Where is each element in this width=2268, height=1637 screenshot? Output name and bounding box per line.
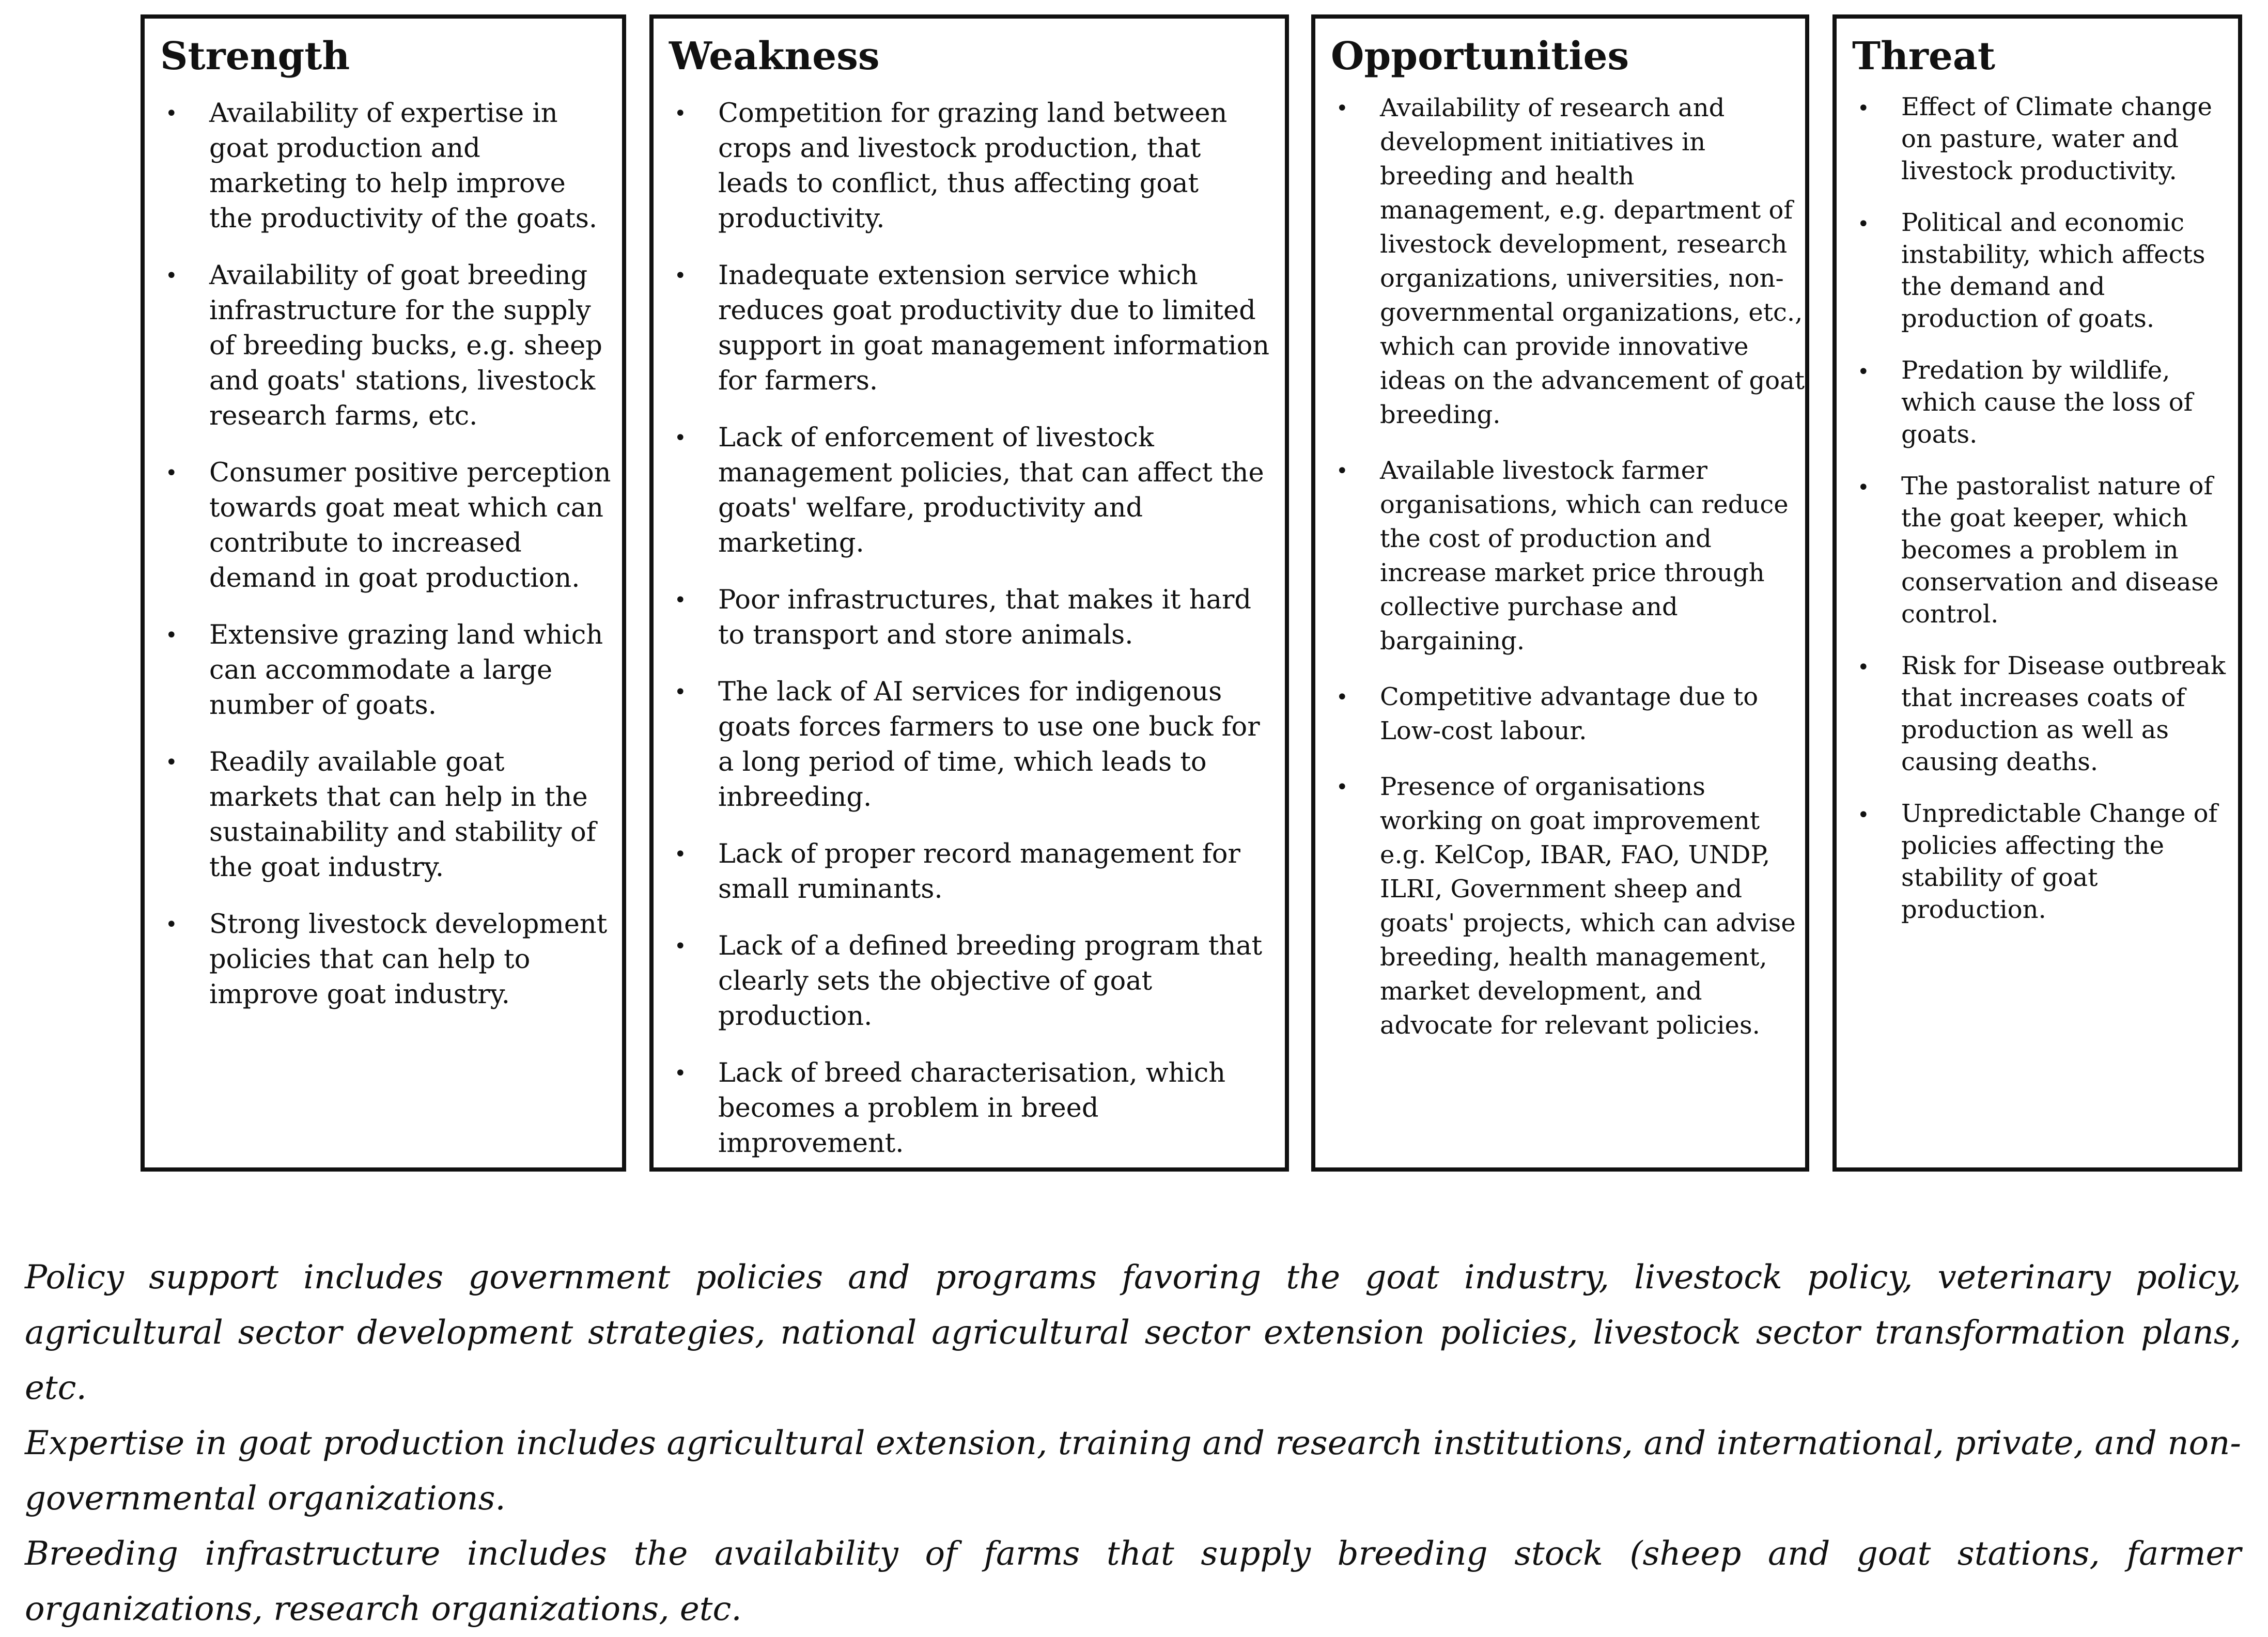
bullet-icon: • [1336,459,1348,483]
bullet-icon: • [1857,656,1870,679]
opportunities-list [1336,91,1806,1064]
weakness-title: Weakness [669,34,880,79]
strength-item [165,907,615,1012]
opportunities-item-text: Available livestock farmer organisations, which can reduce the cost of production and increase market price through collective purchase and bargaining. [1380,456,1789,656]
bullet-icon: • [674,680,687,704]
bullet-icon: • [674,264,687,288]
bullet-icon: • [165,102,178,126]
bullet-icon: • [165,751,178,774]
strength-item [165,96,615,237]
weakness-item [674,929,1276,1034]
strength-item-text: Readily available goat markets that can help in the sustainability and stability of the goat industry. [209,747,596,883]
bullet-icon: • [1857,803,1870,827]
strength-item-text: Consumer positive perception towards goat meat which can contribute to increased demand in goat production. [209,458,611,594]
figure-notes [25,1250,2241,1637]
opportunities-title: Opportunities [1331,34,1629,79]
weakness-item-text: Inadequate extension service which reduces goat productivity due to limited support in goat management information for farmers. [718,260,1270,396]
bullet-icon: • [674,934,687,958]
bullet-icon: • [674,426,687,450]
strength-item-text: Extensive grazing land which can accommodate a large number of goats. [209,620,603,721]
weakness-item-text: Competition for grazing land between crops and livestock production, that leads to conflict, thus affecting goat productivity. [718,98,1228,234]
threat-item [1857,798,2237,926]
weakness-box [649,14,1289,1172]
strength-box [141,14,626,1172]
strength-list [165,96,615,1034]
bullet-icon: • [1857,476,1870,500]
bullet-icon: • [674,102,687,126]
threat-item-text: Predation by wildlife, which cause the loss of goats. [1901,356,2193,449]
weakness-item-text: Poor infrastructures, that makes it hard to transport and store animals. [718,585,1252,650]
strength-item-text: Availability of expertise in goat production and marketing to help improve the productivity of the goats. [209,98,598,234]
strength-item-text: Availability of goat breeding infrastructure for the supply of breeding bucks, e.g. sheep and goats' stations, livestock research farms, etc. [209,260,602,431]
weakness-item [674,583,1276,653]
threat-item [1857,91,2237,187]
weakness-item-text: Lack of enforcement of livestock management policies, that can affect the goats' welfare, productivity and marketing. [718,423,1264,558]
weakness-item [674,420,1276,561]
bullet-icon: • [674,588,687,612]
threat-item [1857,354,2237,450]
threat-item [1857,650,2237,778]
weakness-item-text: Lack of proper record management for small ruminants. [718,839,1240,905]
weakness-item [674,258,1276,399]
note-expertise: Expertise in goat production includes agricultural extension, training and research institutions, and international, private, and non-governmental organizations. [25,1424,2241,1518]
threat-list [1857,91,2237,945]
weakness-list [674,96,1276,1183]
strength-item [165,456,615,596]
bullet-icon: • [165,264,178,288]
bullet-icon: • [674,1062,687,1085]
bullet-icon: • [1336,685,1348,709]
threat-item-text: Risk for Disease outbreak that increases coats of production as well as causing deaths. [1901,651,2226,776]
weakness-item-text: The lack of AI services for indigenous goats forces farmers to use one buck for a long period of time, which leads to inbreeding. [718,677,1260,813]
bullet-icon: • [674,843,687,866]
weakness-item [674,1056,1276,1161]
bullet-icon: • [1857,97,1870,120]
weakness-item [674,675,1276,815]
weakness-item [674,837,1276,907]
threat-item [1857,207,2237,335]
opportunities-item [1336,680,1806,748]
threat-box [1832,14,2242,1172]
opportunities-item-text: Competitive advantage due to Low-cost labour. [1380,682,1759,745]
bullet-icon: • [165,461,178,485]
note-breeding-infrastructure: Breeding infrastructure includes the availability of farms that supply breeding stock (sheep and goat stations, farmer organizations, research organizations, etc. [25,1535,2241,1628]
bullet-icon: • [1336,97,1348,120]
strength-item [165,618,615,723]
threat-title: Threat [1852,34,1996,79]
note-policy-support: Policy support includes government policies and programs favoring the goat industry, livestock policy, veterinary policy, agricultural sector development strategies, national agricultural sector extension policies, livestock sector transformation plans, etc. [25,1258,2241,1407]
opportunities-item-text: Presence of organisations working on goat improvement e.g. KelCop, IBAR, FAO, UNDP, ILRI, Government sheep and goats' projects, which can advise breeding, health management, market development, and advocate for relevant policies. [1380,772,1796,1040]
opportunities-item [1336,91,1806,432]
opportunities-item [1336,454,1806,658]
weakness-item-text: Lack of breed characterisation, which becomes a problem in breed improvement. [718,1058,1226,1159]
strength-title: Strength [160,34,350,79]
opportunities-item [1336,770,1806,1042]
bullet-icon: • [1336,775,1348,799]
strength-item-text: Strong livestock development policies that can help to improve goat industry. [209,909,608,1010]
weakness-item [674,96,1276,237]
weakness-item-text: Lack of a defined breeding program that clearly sets the objective of goat production. [718,931,1263,1032]
opportunities-box [1311,14,1809,1172]
threat-item-text: The pastoralist nature of the goat keeper, which becomes a problem in conservation and disease control. [1901,472,2219,629]
threat-item [1857,470,2237,630]
strength-item [165,258,615,434]
strength-item [165,745,615,885]
bullet-icon: • [1857,360,1870,384]
bullet-icon: • [165,913,178,937]
threat-item-text: Effect of Climate change on pasture, water and livestock productivity. [1901,92,2212,185]
bullet-icon: • [165,623,178,647]
threat-item-text: Unpredictable Change of policies affecting the stability of goat production. [1901,799,2218,924]
opportunities-item-text: Availability of research and development initiatives in breeding and health management, e.g. department of livestock development, research organizations, universities, non-governmental organizations, etc., which can provide innovative ideas on the advancement of goat breeding. [1380,93,1805,429]
bullet-icon: • [1857,212,1870,236]
threat-item-text: Political and economic instability, which affects the demand and production of goats. [1901,208,2205,333]
